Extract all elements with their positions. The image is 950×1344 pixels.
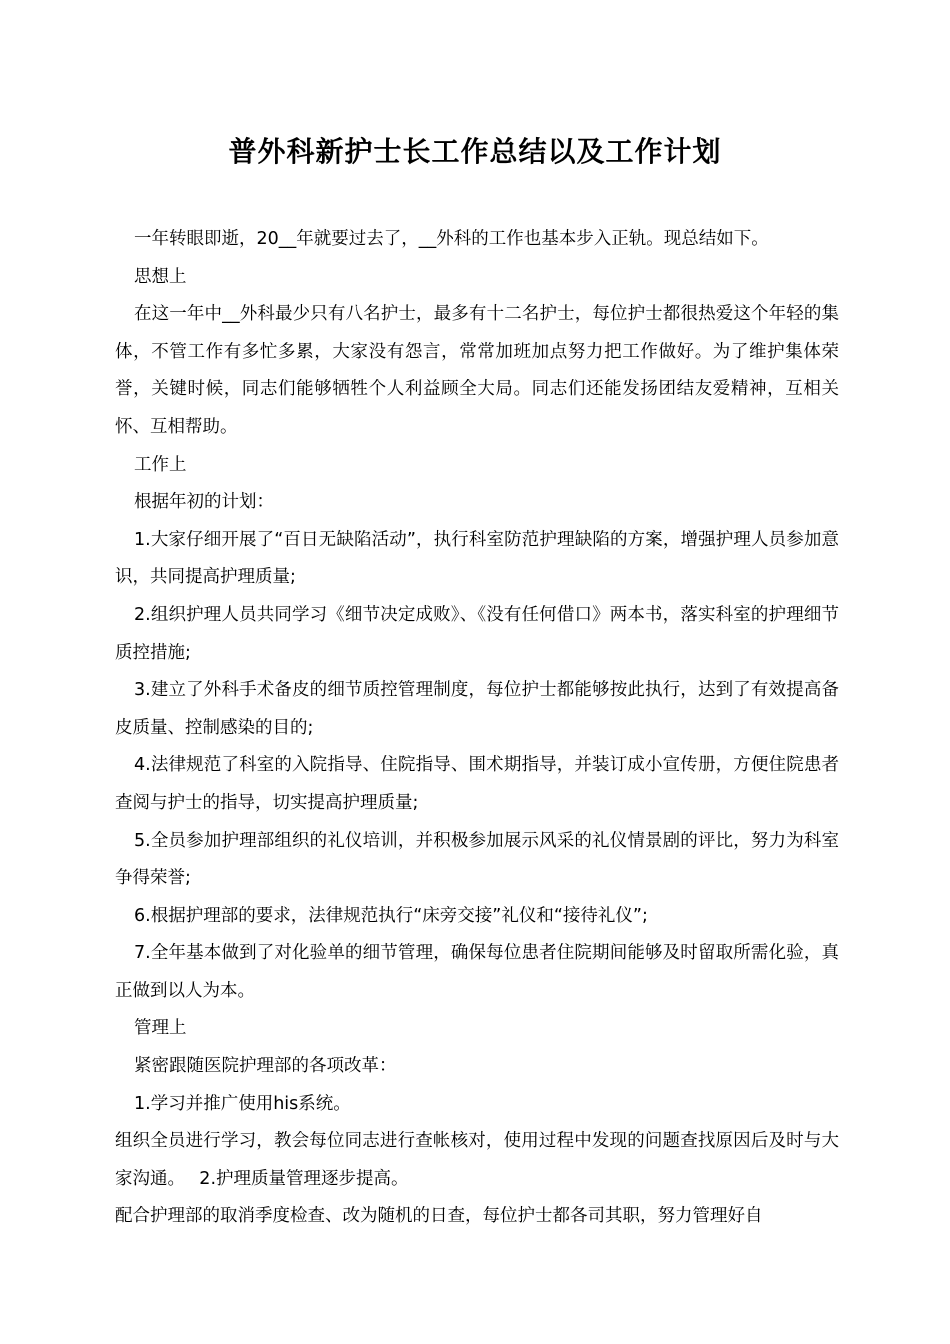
list-item-6: 6.根据护理部的要求，法律规范执行“床旁交接”礼仪和“接待礼仪”; — [134, 905, 648, 926]
document-body — [115, 221, 839, 1236]
section-heading-management: 管理上 — [134, 1018, 187, 1039]
paragraph-quality-check: 配合护理部的取消季度检查、改为随机的日查，每位护士都各司其职，努力管理好自 — [115, 1206, 763, 1227]
paragraph-thought: 在这一年中__外科最少只有八名护士，最多有十二名护士，每位护士都很热爱这个年轻的集体，不管工作有多忙多累，大家没有怨言，常常加班加点努力把工作做好。为了维护集体荣誉，关键时候，同志们能够牺牲个人利益顾全大局。同志们还能发扬团结友爱精神，互相关怀、互相帮助。 — [115, 304, 839, 437]
list-item-3: 3.建立了外科手术备皮的细节质控管理制度，每位护士都能够按此执行，达到了有效提高备皮质量、控制感染的目的; — [115, 680, 839, 738]
management-item-1: 1.学习并推广使用his系统。 — [134, 1093, 351, 1114]
paragraph-management-intro: 紧密跟随医院护理部的各项改革： — [134, 1056, 397, 1077]
document-title: 普外科新护士长工作总结以及工作计划 — [228, 135, 722, 168]
paragraph-his-training: 组织全员进行学习，教会每位同志进行查帐核对，使用过程中发现的问题查找原因后及时与大家沟通。 2.护理质量管理逐步提高。 — [115, 1131, 839, 1189]
section-heading-thought: 思想上 — [134, 266, 187, 287]
list-item-7: 7.全年基本做到了对化验单的细节管理，确保每位患者住院期间能够及时留取所需化验，真正做到以人为本。 — [115, 943, 839, 1001]
paragraph-intro: 一年转眼即逝，20__年就要过去了，__外科的工作也基本步入正轨。现总结如下。 — [134, 229, 769, 249]
section-heading-work: 工作上 — [134, 454, 187, 475]
list-item-5: 5.全员参加护理部组织的礼仪培训，并积极参加展示风采的礼仪情景剧的评比，努力为科室争得荣誉; — [115, 830, 839, 889]
list-item-4: 4.法律规范了科室的入院指导、住院指导、围术期指导，并装订成小宣传册，方便住院患者查阅与护士的指导，切实提高护理质量; — [115, 755, 839, 813]
list-item-1: 1.大家仔细开展了“百日无缺陷活动”，执行科室防范护理缺陷的方案，增强护理人员参加意识，共同提高护理质量; — [115, 529, 839, 588]
paragraph-plan-intro: 根据年初的计划： — [134, 492, 274, 513]
list-item-2: 2.组织护理人员共同学习《细节决定成败》、《没有任何借口》两本书，落实科室的护理细节质控措施; — [115, 604, 839, 663]
